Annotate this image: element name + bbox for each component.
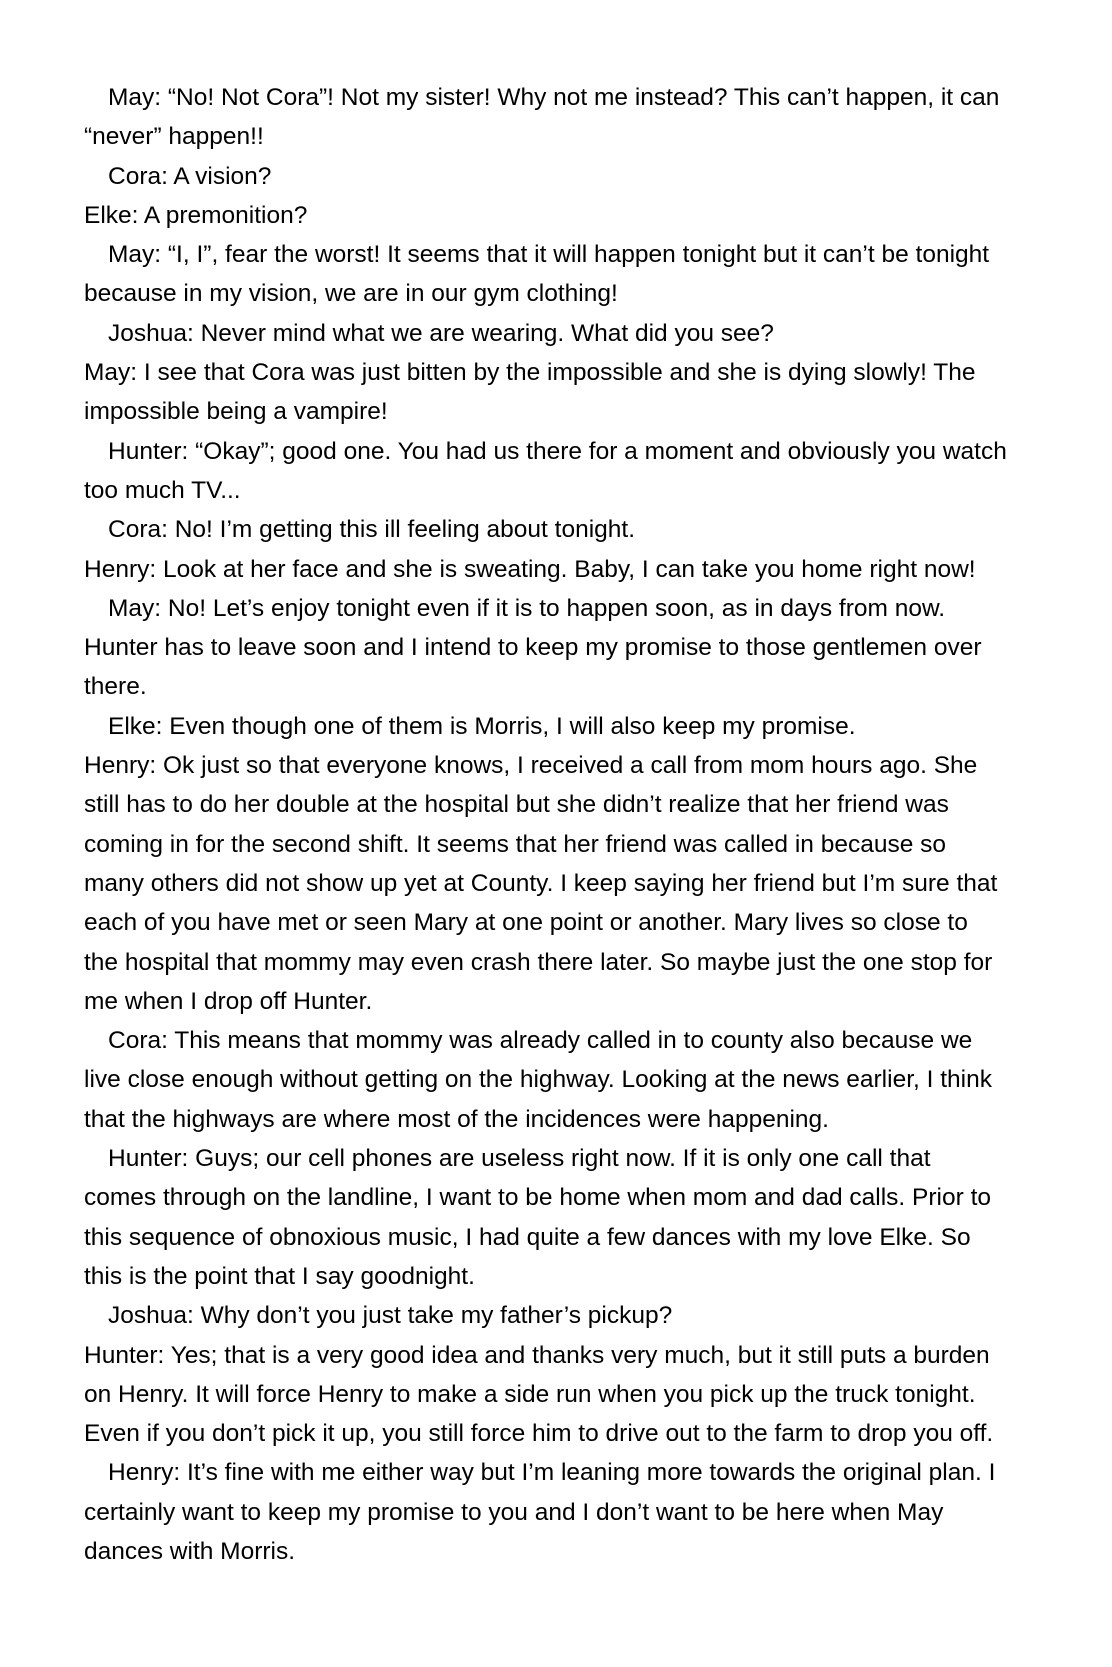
dialogue-line: me when I drop off Hunter. [84,987,373,1015]
dialogue-line: Elke: Even though one of them is Morris, I will also keep my promise. [108,712,856,740]
dialogue-line: Cora: No! I’m getting this ill feeling about tonight. [108,516,636,544]
dialogue-line: “never” happen!! [84,123,264,151]
dialogue-line: still has to do her double at the hospital but she didn’t realize that her friend was [84,791,949,819]
dialogue-line: there. [84,673,147,701]
dialogue-line: May: “I, I”, fear the worst! It seems that it will happen tonight but it can’t be tonight [108,241,990,269]
dialogue-line: Hunter: Yes; that is a very good idea and thanks very much, but it still puts a burden [84,1341,990,1369]
dialogue-line: impossible being a vampire! [84,398,388,426]
dialogue-line: Joshua: Never mind what we are wearing. What did you see? [108,319,774,347]
dialogue-line: each of you have met or seen Mary at one point or another. Mary lives so close to [84,909,968,937]
dialogue-line: dances with Morris. [84,1537,296,1565]
dialogue-line: comes through on the landline, I want to be home when mom and dad calls. Prior to [84,1184,992,1212]
dialogue-line: many others did not show up yet at County. I keep saying her friend but I’m sure that [84,869,998,897]
dialogue-line: May: “No! Not Cora”! Not my sister! Why not me instead? This can’t happen, it can [108,84,1000,111]
dialogue-line: Henry: Look at her face and she is sweating. Baby, I can take you home right now! [84,555,976,583]
dialogue-line: the hospital that mommy may even crash there later. So maybe just the one stop for [84,948,993,976]
dialogue-line: May: I see that Cora was just bitten by the impossible and she is dying slowly! The [84,359,976,387]
dialogue-line: because in my vision, we are in our gym clothing! [84,280,618,308]
dialogue-line: Elke: A premonition? [84,201,308,229]
dialogue-line: this sequence of obnoxious music, I had quite a few dances with my love Elke. So [84,1223,971,1251]
dialogue-line: live close enough without getting on the highway. Looking at the news earlier, I think [84,1066,992,1094]
dialogue-line: Henry: Ok just so that everyone knows, I received a call from mom hours ago. She [84,752,978,780]
dialogue-line: certainly want to keep my promise to you and I don’t want to be here when May [84,1498,944,1526]
dialogue-line: on Henry. It will force Henry to make a side run when you pick up the truck tonight. [84,1380,976,1408]
dialogue-line: coming in for the second shift. It seems that her friend was called in because so [84,830,947,858]
dialogue-line: Hunter: Guys; our cell phones are useless right now. If it is only one call that [108,1145,931,1173]
dialogue-line: Hunter: “Okay”; good one. You had us there for a moment and obviously you watch [108,437,1007,465]
dialogue-line: Even if you don’t pick it up, you still force him to drive out to the farm to drop you off. [84,1420,994,1448]
dialogue-line: Joshua: Why don’t you just take my father’s pickup? [108,1302,673,1330]
dialogue-line: Cora: This means that mommy was already called in to county also because we [108,1027,973,1055]
dialogue-line: this is the point that I say goodnight. [84,1262,475,1290]
dialogue-line: too much TV... [84,476,241,504]
dialogue-line: May: No! Let’s enjoy tonight even if it is to happen soon, as in days from now. [108,594,946,622]
dialogue-line: Cora: A vision? [108,162,272,190]
dialogue-line: that the highways are where most of the incidences were happening. [84,1105,829,1133]
dialogue-line: Hunter has to leave soon and I intend to keep my promise to those gentlemen over [84,634,982,662]
dialogue-line: Henry: It’s fine with me either way but I’m leaning more towards the original plan. I [108,1459,996,1487]
